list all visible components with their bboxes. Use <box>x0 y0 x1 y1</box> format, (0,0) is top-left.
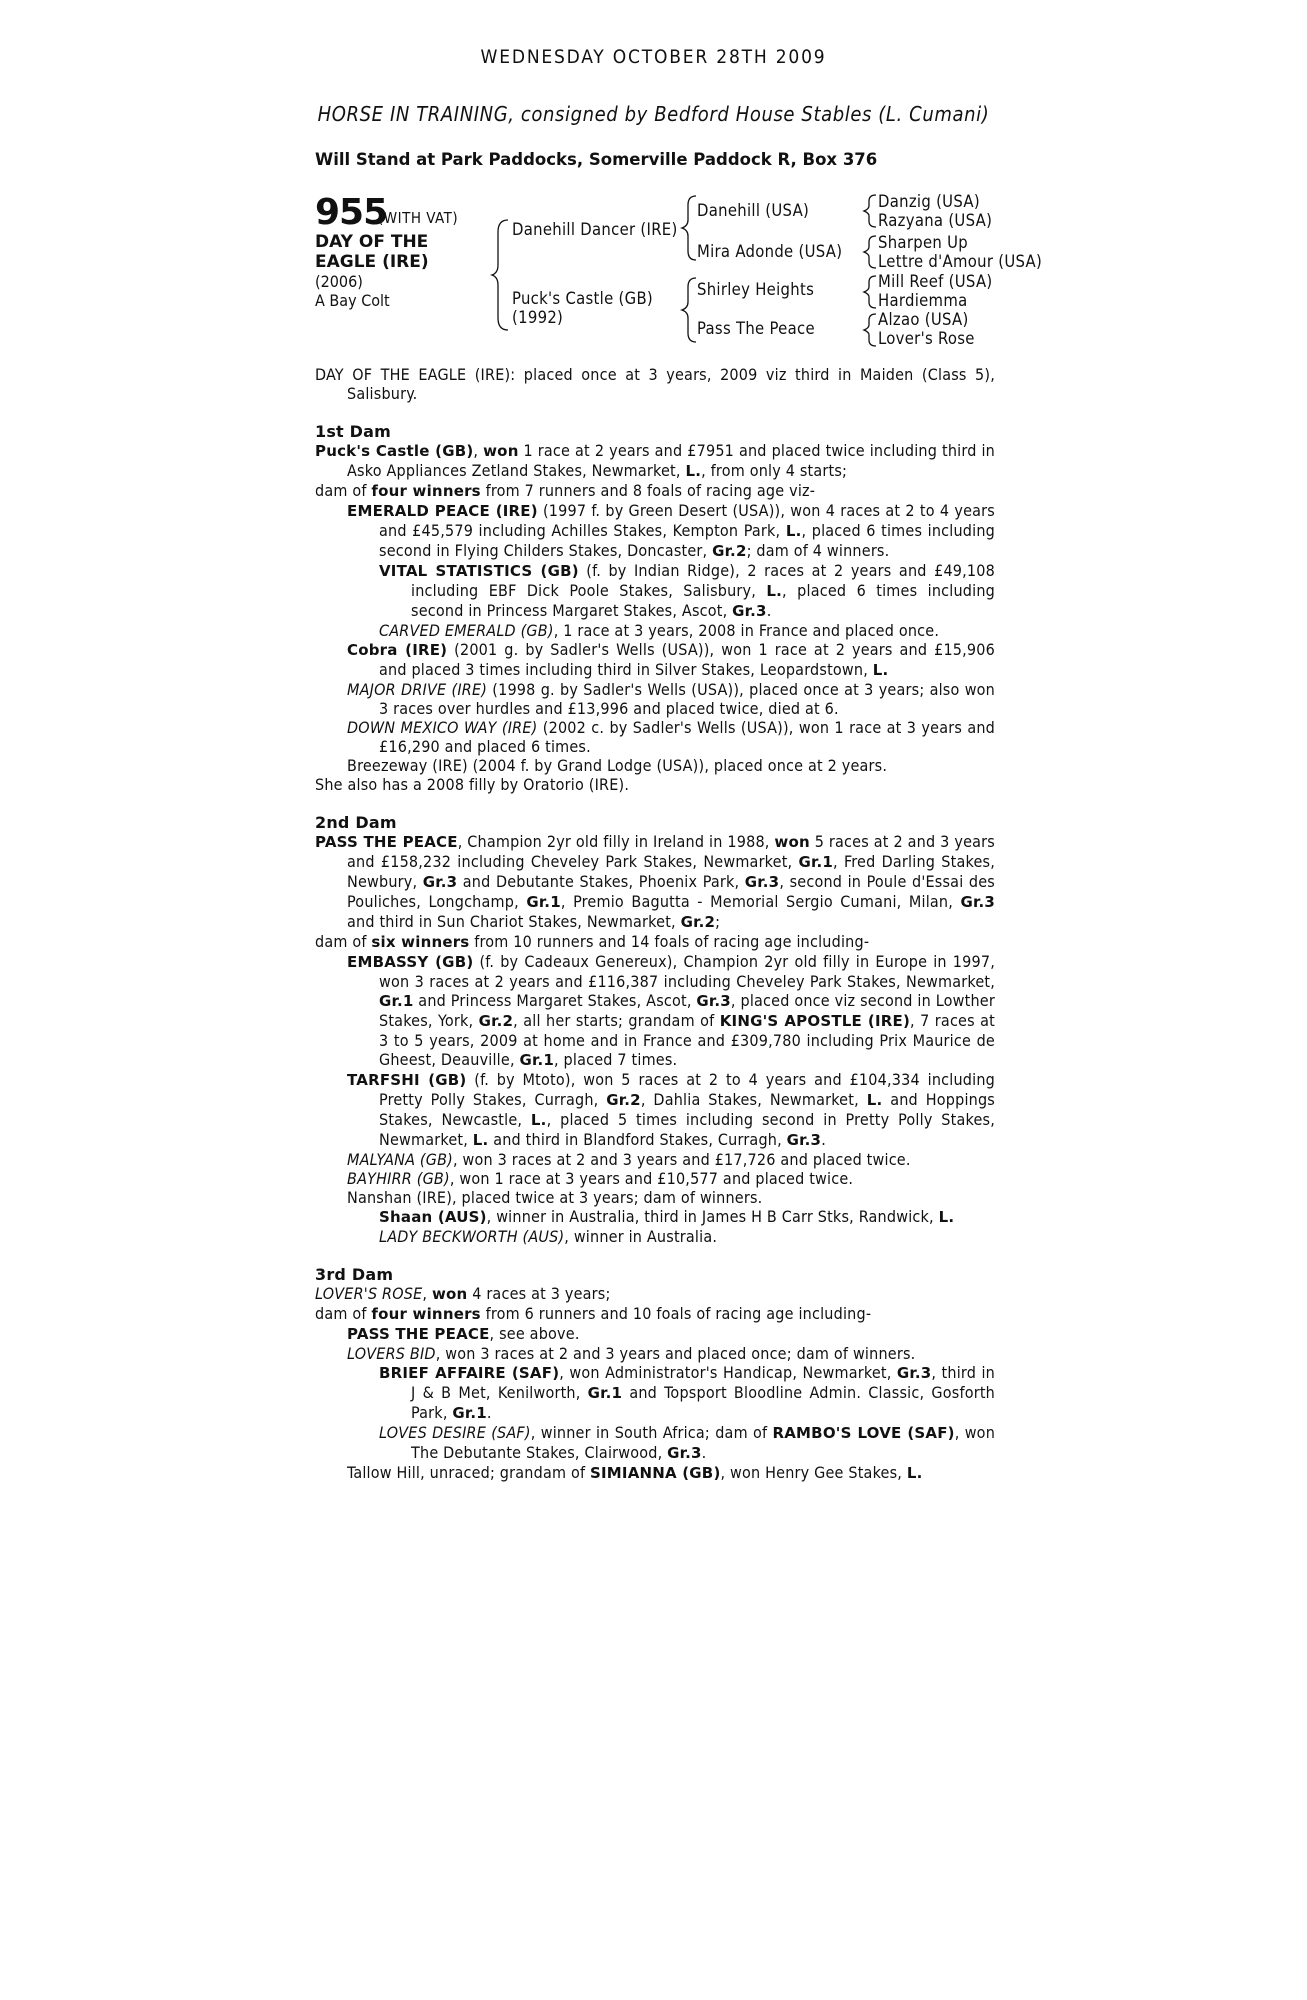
list-item: TARFSHI (GB) (f. by Mtoto), won 5 races at 2 to 4 years and £104,334 including Pretty Polly Stakes, Curragh, Gr.2, Dahlia Stakes, Newmarket, L. and Hoppings Stakes, Newcastle, L., placed 5 times including second in Pretty Polly Stakes, Newmarket, L. and third in Blandford Stakes, Curragh, Gr.3. <box>347 1070 996 1149</box>
ped-g1: Danzig (USA) <box>878 192 980 211</box>
list-item: PASS THE PEACE, see above. <box>347 1324 580 1343</box>
list-item: MALYANA (GB), won 3 races at 2 and 3 years and £17,726 and placed twice. <box>347 1150 911 1169</box>
list-item: Shaan (AUS), winner in Australia, third in James H B Carr Stks, Randwick, L. <box>379 1207 955 1226</box>
list-item: Nanshan (IRE), placed twice at 3 years; dam of winners. <box>347 1188 763 1207</box>
g-brace-4 <box>864 314 876 346</box>
consignment-title: HORSE IN TRAINING, consigned by Bedford House Stables (L. Cumani) <box>317 102 990 126</box>
list-item: Cobra (IRE) (2001 g. by Sadler's Wells (USA)), won 1 race at 2 years and £15,906 and placed 3 times including third in Silver Stakes, Leopardstown, L. <box>347 640 995 679</box>
ped-dam-dam: Pass The Peace <box>697 319 815 338</box>
ped-dam-year: (1992) <box>512 308 564 327</box>
list-item: Tallow Hill, unraced; grandam of SIMIANNA (GB), won Henry Gee Stakes, L. <box>347 1463 923 1482</box>
list-item: Breezeway (IRE) (2004 f. by Grand Lodge (USA)), placed once at 2 years. <box>347 756 888 775</box>
ped-sire-dam: Mira Adonde (USA) <box>697 242 843 261</box>
ped-dam-sire: Shirley Heights <box>697 280 815 299</box>
list-item: VITAL STATISTICS (GB) (f. by Indian Ridge), 2 races at 2 years and £49,108 including EBF Dick Poole Stakes, Salisbury, L., placed 6 times including second in Princess Margaret Stakes, Ascot, Gr.3. <box>379 561 996 620</box>
vat-note: (WITH VAT) <box>378 209 459 227</box>
second-dam-record: PASS THE PEACE, Champion 2yr old filly in Ireland in 1988, won 5 races at 2 and 3 years and £158,232 including Cheveley Park Stakes, Newmarket, Gr.1, Fred Darling Stakes, Newbury, Gr.3 and Debutante Stakes, Phoenix Park, Gr.3, second in Poule d'Essai des Pouliches, Longchamp, Gr.1, Premio Bagutta - Memorial Sergio Cumani, Milan, Gr.3 and third in Sun Chariot Stakes, Newmarket, Gr.2; <box>315 832 995 931</box>
second-dam-heading: 2nd Dam <box>315 813 397 832</box>
sire-brace <box>682 196 696 260</box>
second-dam-produce: dam of six winners from 10 runners and 14 foals of racing age including- <box>315 932 870 951</box>
ped-g8: Lover's Rose <box>878 329 975 348</box>
stand-location: Will Stand at Park Paddocks, Somerville Paddock R, Box 376 <box>315 150 878 169</box>
ped-g6: Hardiemma <box>878 291 968 310</box>
lot-number: 955 <box>315 192 388 233</box>
first-dam-record: Puck's Castle (GB), won 1 race at 2 years and £7951 and placed twice including third in Asko Appliances Zetland Stakes, Newmarket, L., from only 4 starts; <box>315 441 995 480</box>
list-item: DOWN MEXICO WAY (IRE) (2002 c. by Sadler's Wells (USA)), won 1 race at 3 years and £16,290 and placed 6 times. <box>347 718 996 756</box>
ped-sire: Danehill Dancer (IRE) <box>512 220 678 239</box>
ped-sire-sire: Danehill (USA) <box>697 201 810 220</box>
race-summary: DAY OF THE EAGLE (IRE): placed once at 3 years, 2009 viz third in Maiden (Class 5), Salisbury. <box>315 365 995 403</box>
list-item: BAYHIRR (GB), won 1 race at 3 years and £10,577 and placed twice. <box>347 1169 854 1188</box>
dam-brace <box>682 278 696 342</box>
third-dam-heading: 3rd Dam <box>315 1265 394 1284</box>
horse-name-line1: DAY OF THE <box>315 232 429 252</box>
list-item: EMERALD PEACE (IRE) (1997 f. by Green Desert (USA)), won 4 races at 2 to 4 years and £45,579 including Achilles Stakes, Kempton Park, L., placed 6 times including second in Flying Childers Stakes, Doncaster, Gr.2; dam of 4 winners. <box>347 501 995 560</box>
main-brace <box>492 220 508 330</box>
list-item: LOVES DESIRE (SAF), winner in South Africa; dam of RAMBO'S LOVE (SAF), won The Debutante Stakes, Clairwood, Gr.3. <box>379 1423 996 1462</box>
horse-name-line2: EAGLE (IRE) <box>315 252 429 272</box>
ped-g7: Alzao (USA) <box>878 310 969 329</box>
first-dam-produce: dam of four winners from 7 runners and 8 foals of racing age viz- <box>315 481 816 500</box>
foaling-year: (2006) <box>315 272 363 291</box>
catalogue-body <box>315 365 995 1483</box>
list-item: LADY BECKWORTH (AUS), winner in Australia. <box>379 1227 718 1246</box>
ped-g4: Lettre d'Amour (USA) <box>878 252 1043 271</box>
list-item: CARVED EMERALD (GB), 1 race at 3 years, 2008 in France and placed once. <box>379 621 940 640</box>
list-item: BRIEF AFFAIRE (SAF), won Administrator's Handicap, Newmarket, Gr.3, third in J & B Met, Kenilworth, Gr.1 and Topsport Bloodline Admin. Classic, Gosforth Park, Gr.1. <box>379 1363 995 1422</box>
list-item: MAJOR DRIVE (IRE) (1998 g. by Sadler's Wells (USA)), placed once at 3 years; also won 3 races over hurdles and £13,996 and placed twice, died at 6. <box>347 680 995 718</box>
sale-date: WEDNESDAY OCTOBER 28TH 2009 <box>480 46 827 68</box>
third-dam-produce: dam of four winners from 6 runners and 10 foals of racing age including- <box>315 1304 872 1323</box>
list-item: LOVERS BID, won 3 races at 2 and 3 years and placed once; dam of winners. <box>347 1344 916 1363</box>
pedigree-brackets <box>0 0 1307 360</box>
ped-dam: Puck's Castle (GB) <box>512 289 654 308</box>
first-dam-heading: 1st Dam <box>315 422 392 441</box>
ped-g2: Razyana (USA) <box>878 211 993 230</box>
g-brace-3 <box>864 276 876 308</box>
g-brace-2 <box>864 236 876 268</box>
list-item: She also has a 2008 filly by Oratorio (IRE). <box>315 775 630 794</box>
horse-description: A Bay Colt <box>315 291 390 310</box>
ped-g5: Mill Reef (USA) <box>878 272 993 291</box>
ped-g3: Sharpen Up <box>878 233 969 252</box>
g-brace-1 <box>864 195 876 227</box>
list-item: EMBASSY (GB) (f. by Cadeaux Genereux), Champion 2yr old filly in Europe in 1997, won 3 races at 2 years and £116,387 including Cheveley Park Stakes, Newmarket, Gr.1 and Princess Margaret Stakes, Ascot, Gr.3, placed once viz second in Lowther Stakes, York, Gr.2, all her starts; grandam of KING'S APOSTLE (IRE), 7 races at 3 to 5 years, 2009 at home and in France and £309,780 including Prix Maurice de Gheest, Deauville, Gr.1, placed 7 times. <box>347 952 995 1069</box>
third-dam-record: LOVER'S ROSE, won 4 races at 3 years; <box>315 1284 611 1303</box>
